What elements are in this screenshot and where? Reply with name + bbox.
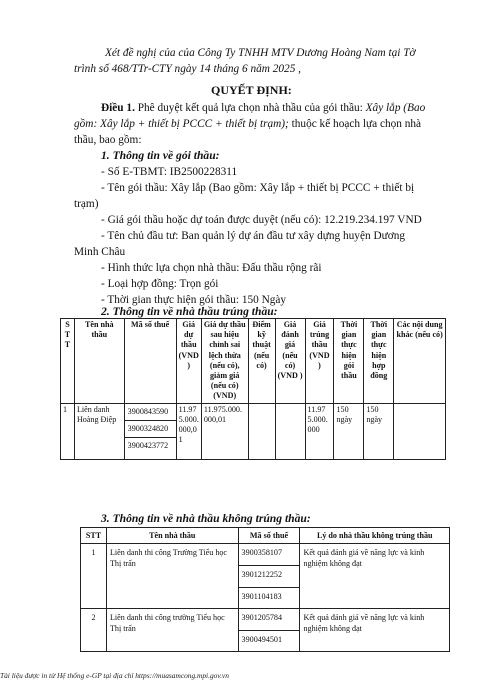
col-stt: STT [81, 528, 107, 544]
col-award: Giá trúng thầu (VND ) [305, 319, 334, 404]
tax-code: 3901104183 [239, 587, 300, 605]
info-contract-type: - Loại hợp đồng: Trọn gói [101, 278, 219, 290]
article1-line-2 [74, 117, 421, 131]
article1-line-3: thầu, bao gồm: [74, 134, 142, 146]
decision-title: QUYẾT ĐỊNH: [211, 83, 292, 97]
cell-name: Liên danh thi công trường Tiểu học Thị trấn [106, 609, 238, 652]
cell-award: 11.975.000.000 [305, 403, 334, 459]
cell-other [394, 403, 446, 459]
print-source-footer: Tài liệu được in từ Hệ thống e-GP tại địa chỉ https://muasamcong.mpi.gov.vn [0, 671, 229, 680]
col-stt: S T T [61, 319, 75, 404]
col-other: Các nội dung khác (nếu có) [394, 319, 446, 404]
article1-italic-2: gồm: Xây lắp + thiết bị PCCC + thiết bị trạm); [74, 118, 289, 130]
col-tax: Mã số thuế [238, 528, 300, 544]
info-package-name: - Tên gói thầu: Xây lắp (Bao gồm: Xây lắp + thiết bị PCCC + thiết bị [101, 182, 415, 194]
tax-code: 3900494501 [239, 630, 300, 648]
info-package-price: - Giá gói thầu hoặc dự toán được duyệt (nếu có): 12.219.234.197 VND [101, 214, 422, 226]
cell-bid: 11.975.000.000,01 [176, 403, 201, 459]
article1-line-1 [101, 101, 425, 115]
cell-name: Liên danh Hoàng Điệp [74, 403, 124, 459]
article1-text: Phê duyệt kết quả lựa chọn nhà thầu của gói thầu: [134, 102, 366, 114]
cell-stt: 2 [81, 609, 107, 652]
cell-time-pkg: 150 ngày [334, 403, 364, 459]
info-investor-cont: Minh Châu [74, 246, 126, 258]
section1-heading: 1. Thông tin về gói thầu: [101, 149, 220, 162]
tax-code: 3900843590 [127, 406, 169, 416]
section2-heading: 2. Thông tin về nhà thầu trúng thầu: [101, 305, 278, 318]
section3-heading: 3. Thông tin về nhà thầu không trúng thầu: [101, 512, 311, 525]
cell-reason: Kết quả đánh giá về năng lực và kinh nghiệm không đạt [300, 609, 450, 652]
info-package-name-cont: trạm) [74, 198, 99, 210]
cell-tax [124, 403, 176, 459]
col-name: Tên nhà thầu [74, 319, 124, 404]
tax-code: 3900324820 [125, 420, 176, 437]
intro-line-2: trình số 468/TTr-CTY ngày 14 tháng 6 năm 2025 , [74, 63, 302, 75]
article1-text-2: thuộc kế hoạch lựa chọn nhà [288, 118, 422, 130]
cell-tax [238, 544, 300, 609]
tax-code: 3900358107 [241, 548, 283, 557]
cell-eval [275, 403, 305, 459]
article1-italic-1: Xây lắp (Bao [365, 102, 426, 114]
article1-label: Điều 1. [101, 102, 135, 114]
info-investor: - Tên chủ đầu tư: Ban quản lý dự án đầu tư xây dựng huyện Dương [101, 230, 405, 242]
table-row [81, 609, 450, 652]
cell-name: Liên danh thi công Trường Tiểu học Thị trấn [106, 544, 238, 609]
tax-code: 3900423772 [125, 437, 176, 454]
info-duration: - Thời gian thực hiện gói thầu: 150 Ngày [101, 294, 287, 306]
cell-stt: 1 [61, 403, 75, 459]
tax-code: 3901212252 [239, 565, 300, 587]
col-bid: Giá dự thầu (VND ) [176, 319, 201, 404]
table-header-row [61, 319, 446, 404]
col-score: Điểm kỹ thuật (nếu có) [248, 319, 275, 404]
col-reason: Lý do nhà thầu không trúng thầu [300, 528, 450, 544]
col-time-pkg: Thời gian thực hiện gói thầu [334, 319, 364, 404]
intro-line-1: Xét đề nghị của của Công Ty TNHH MTV Dương Hoàng Nam tại Tờ [105, 47, 416, 59]
losing-bidders-table [80, 527, 450, 652]
col-tax: Mã số thuế [124, 319, 176, 404]
table-row [81, 544, 450, 609]
info-selection-method: - Hình thức lựa chọn nhà thầu: Đấu thầu rộng rãi [101, 262, 322, 274]
winning-bidder-table [60, 318, 446, 460]
cell-stt: 1 [81, 544, 107, 609]
info-etbmt: - Số E-TBMT: IB2500228311 [101, 166, 238, 178]
table-header-row [81, 528, 450, 544]
cell-reason: Kết quả đánh giá về năng lực và kinh nghiệm không đạt [300, 544, 450, 609]
col-adjusted: Giá dự thầu sau hiệu chỉnh sai lệch thừa (nếu có), giảm giá (nếu có) (VND) [201, 319, 248, 404]
tax-code: 3901205784 [241, 613, 283, 622]
cell-tax [238, 609, 300, 652]
cell-score [248, 403, 275, 459]
col-name: Tên nhà thầu [106, 528, 238, 544]
col-eval: Giá đánh giá (nếu có) (VND ) [275, 319, 305, 404]
cell-time-contract: 150 ngày [364, 403, 394, 459]
cell-adjusted: 11.975.000.000,01 [201, 403, 248, 459]
table-row [61, 403, 446, 459]
col-time-contract: Thời gian thực hiện hợp đồng [364, 319, 394, 404]
